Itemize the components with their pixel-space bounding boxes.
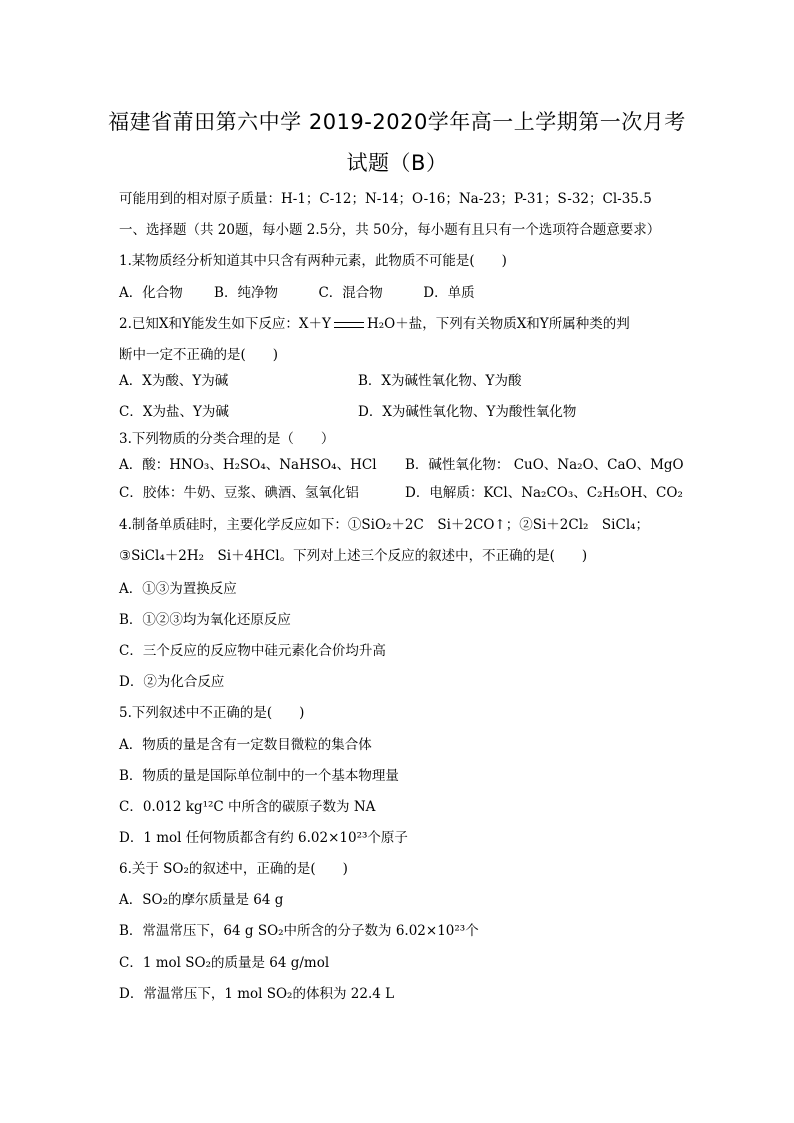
q5-option-c: C．0.012 kg¹²C 中所含的碳原子数为 NA — [119, 799, 376, 815]
q4-option-c: C．三个反应的反应物中硅元素化合价均升高 — [119, 643, 386, 659]
q2-option-c: C．X为盐、Y为碱 — [119, 404, 229, 420]
q3-option-b: B．碱性氧化物： CuO、Na₂O、CaO、MgO — [405, 457, 684, 473]
q4-stem-line2: ③SiCl₄＋2H₂ Si＋4HCl。下列对上述三个反应的叙述中，不正确的是( ) — [119, 548, 588, 564]
q1-stem: 1.某物质经分析知道其中只含有两种元素，此物质不可能是( ) — [119, 253, 507, 269]
q6-option-a: A．SO₂的摩尔质量是 64 g — [119, 892, 284, 908]
q5-option-b: B．物质的量是国际单位制中的一个基本物理量 — [119, 768, 399, 784]
q3-option-c: C．胶体：牛奶、豆浆、碘酒、氢氧化铝 — [119, 485, 359, 501]
equals-sign-icon — [334, 322, 364, 328]
exam-title-line2: 试题（B） — [346, 151, 448, 175]
q2-stem-part-a: 2.已知X和Y能发生如下反应：X＋Y — [119, 316, 331, 332]
atomic-masses-note: 可能用到的相对原子质量：H-1；C-12；N-14；O-16；Na-23；P-31；S-32；Cl-35.5 — [119, 191, 652, 207]
exam-title-line1: 福建省莆田第六中学 2019-2020学年高一上学期第一次月考 — [108, 110, 686, 134]
q3-option-d: D．电解质：KCl、Na₂CO₃、C₂H₅OH、CO₂ — [405, 485, 683, 501]
q6-option-d: D．常温常压下，1 mol SO₂的体积为 22.4 L — [119, 986, 395, 1002]
q2-option-b: B．X为碱性氧化物、Y为酸 — [358, 373, 522, 389]
q4-stem-line1: 4.制备单质硅时，主要化学反应如下：①SiO₂＋2C Si＋2CO↑；②Si＋2Cl₂ SiCl₄； — [119, 517, 650, 533]
q2-option-a: A．X为酸、Y为碱 — [119, 373, 229, 389]
q2-stem-line2: 断中一定不正确的是( ) — [119, 347, 279, 363]
q4-option-b: B．①②③均为氧化还原反应 — [119, 612, 291, 628]
section-heading: 一、选择题（共 20题，每小题 2.5分，共 50分，每小题有且只有一个选项符合题意要求） — [119, 222, 661, 238]
q6-stem: 6.关于 SO₂的叙述中，正确的是( ) — [119, 861, 348, 877]
q2-option-d: D．X为碱性氧化物、Y为酸性氧化物 — [358, 404, 577, 420]
q6-option-c: C．1 mol SO₂的质量是 64 g/mol — [119, 955, 330, 971]
q4-option-a: A．①③为置换反应 — [119, 581, 237, 597]
q6-option-b: B．常温常压下，64 g SO₂中所含的分子数为 6.02×10²³个 — [119, 923, 479, 939]
q5-option-d: D．1 mol 任何物质都含有约 6.02×10²³个原子 — [119, 830, 408, 846]
q5-option-a: A．物质的量是含有一定数目微粒的集合体 — [119, 737, 372, 753]
q3-option-a: A．酸：HNO₃、H₂SO₄、NaHSO₄、HCl — [119, 457, 377, 473]
q1-options: A．化合物 B．纯净物 C．混合物 D．单质 — [119, 285, 475, 301]
q4-option-d: D．②为化合反应 — [119, 674, 225, 690]
q2-stem-line1 — [119, 312, 630, 332]
q3-stem: 3.下列物质的分类合理的是（ ） — [119, 431, 335, 447]
q5-stem: 5.下列叙述中不正确的是( ) — [119, 705, 305, 721]
q2-stem-part-b: H₂O＋盐，下列有关物质X和Y所属种类的判 — [366, 316, 630, 332]
